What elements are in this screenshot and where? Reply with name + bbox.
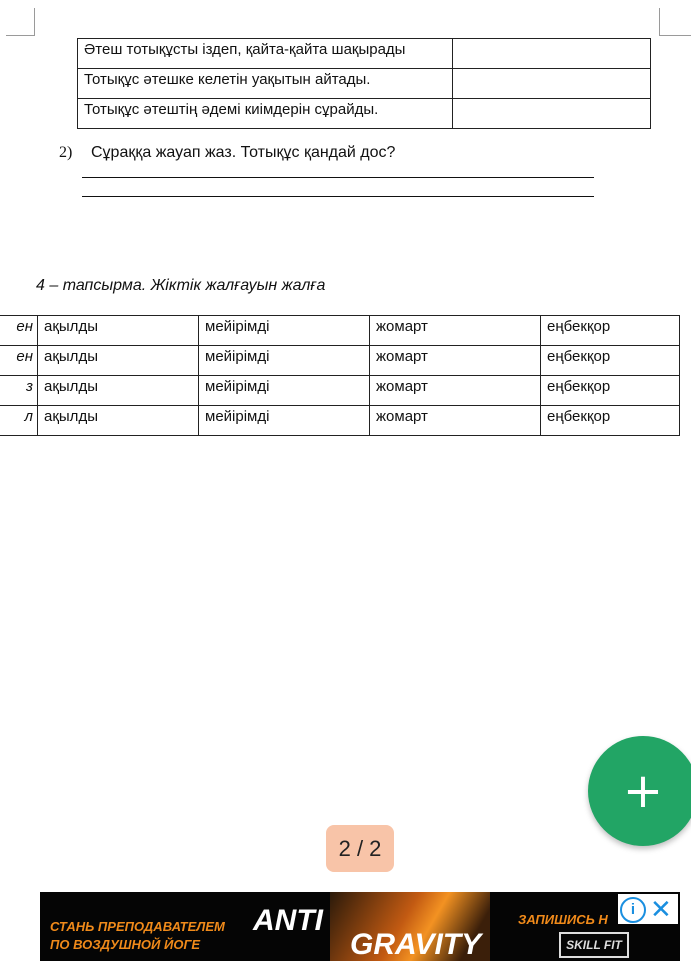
word-cell: еңбекқор — [541, 376, 680, 406]
word-cell: ақылды — [38, 406, 199, 436]
table-row — [0, 376, 680, 406]
ad-headline-2: GRAVITY — [350, 928, 482, 961]
word-cell: мейірімді — [199, 376, 370, 406]
ad-left-text — [50, 918, 225, 954]
statement-cell: Тотықұс әтештің әдемі киімдерін сұрайды. — [78, 99, 453, 129]
ad-info-icon[interactable]: i — [620, 897, 646, 923]
ad-cta-text: ЗАПИШИСЬ Н — [518, 912, 608, 927]
ad-left-line-1: СТАНЬ ПРЕПОДАВАТЕЛЕМ — [50, 919, 225, 934]
table-row — [0, 346, 680, 376]
table-row — [0, 406, 680, 436]
word-cell: жомарт — [370, 316, 541, 346]
word-cell: мейірімді — [199, 406, 370, 436]
word-cell: жомарт — [370, 376, 541, 406]
crop-mark-right-h — [659, 35, 691, 36]
word-cell: мейірімді — [199, 316, 370, 346]
question-2 — [59, 144, 395, 162]
word-cell: еңбекқор — [541, 406, 680, 436]
word-cell: ақылды — [38, 316, 199, 346]
question-text: Сұраққа жауап жаз. Тотықұс қандай дос? — [91, 144, 396, 161]
add-button[interactable] — [588, 736, 691, 846]
table-row — [78, 39, 651, 69]
answer-cell[interactable] — [453, 39, 651, 69]
statement-cell: Әтеш тотықұсты іздеп, қайта-қайта шақырады — [78, 39, 453, 69]
table-row — [78, 99, 651, 129]
ad-controls — [618, 894, 678, 924]
crop-mark-left-h — [6, 35, 35, 36]
ad-headline-1: ANTI — [253, 904, 323, 937]
answer-line-1 — [82, 177, 594, 178]
word-cell: жомарт — [370, 406, 541, 436]
word-cell: ақылды — [38, 376, 199, 406]
table-row — [0, 316, 680, 346]
table-row — [78, 69, 651, 99]
task-4-title: 4 – тапсырма. Жіктік жалғауын жалға — [36, 277, 326, 294]
statement-cell: Тотықұс әтешке келетін уақытын айтады. — [78, 69, 453, 99]
crop-mark-right — [659, 8, 660, 36]
ad-brand-logo: SKILL FIT — [559, 932, 629, 958]
answer-cell[interactable] — [453, 69, 651, 99]
story-statements-table — [77, 38, 651, 129]
ad-close-icon[interactable]: ✕ — [650, 894, 672, 924]
ad-banner[interactable] — [40, 892, 680, 961]
page-indicator: 2 / 2 — [326, 825, 394, 872]
word-cell: ақылды — [38, 346, 199, 376]
answer-line-2 — [82, 196, 594, 197]
word-cell: еңбекқор — [541, 346, 680, 376]
plus-icon: + — [622, 763, 664, 819]
question-number: 2) — [59, 144, 73, 161]
pronoun-cell: ен — [0, 316, 38, 346]
pronoun-cell: ен — [0, 346, 38, 376]
conjugation-table — [0, 315, 680, 436]
ad-left-line-2: ПО ВОЗДУШНОЙ ЙОГЕ — [50, 937, 201, 952]
pronoun-cell: л — [0, 406, 38, 436]
answer-cell[interactable] — [453, 99, 651, 129]
pronoun-cell: з — [0, 376, 38, 406]
word-cell: жомарт — [370, 346, 541, 376]
word-cell: мейірімді — [199, 346, 370, 376]
word-cell: еңбекқор — [541, 316, 680, 346]
crop-mark-left — [34, 8, 35, 36]
